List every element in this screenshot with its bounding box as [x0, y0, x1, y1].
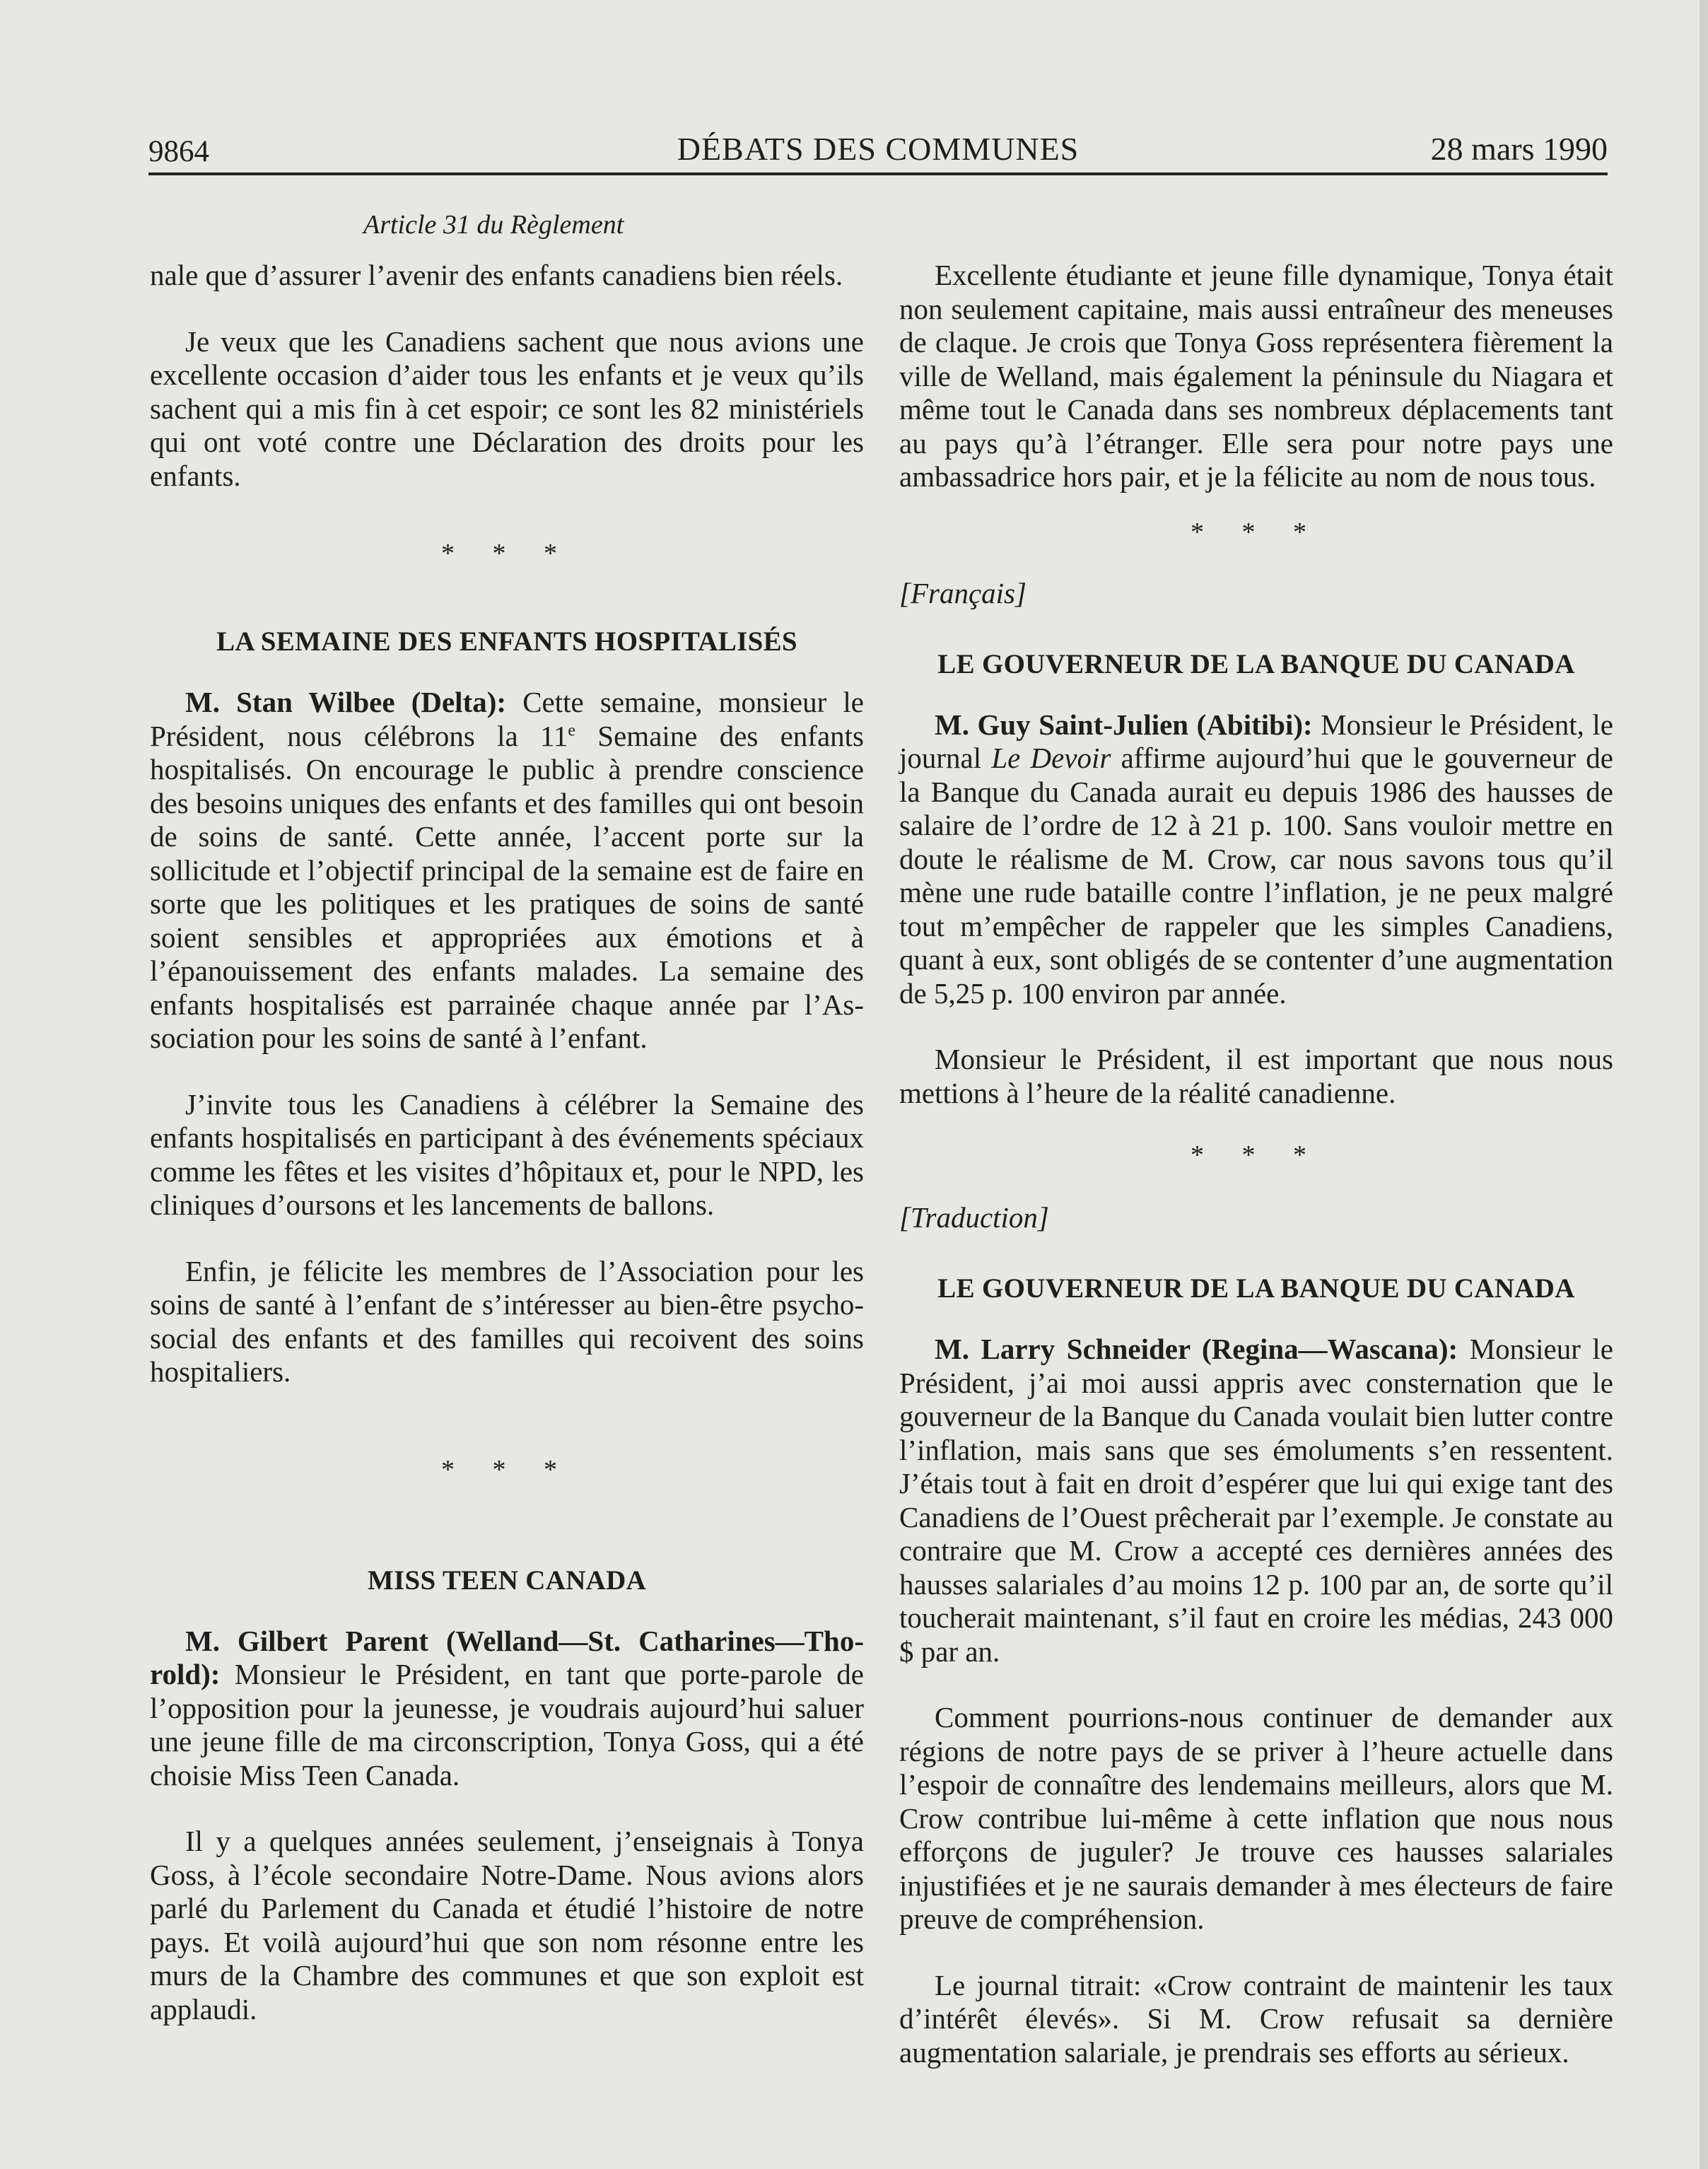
statement-text: Monsieur le Président, le journal [899, 708, 1613, 774]
paragraph: Il y a quelques années seulement, j’enseignais à Tonya Goss, à l’école secondaire Notre-Dame. Nous avions alors parlé du Parlement du Canada et étudié l’histoire de notre pays. Et voilà aujourd’hui que son nom résonne entre les murs de la Chambre des communes et que son exploit est applaudi. [150, 1825, 864, 2025]
page-edge-shadow [1700, 0, 1708, 2169]
section-heading: LA SEMAINE DES ENFANTS HOSPITALISÉS [216, 626, 797, 657]
paragraph: Excellente étudiante et jeune fille dynamique, Tonya était non seulement capitaine, mais aussi entraîneur des meneuses de claque. Je crois que Tonya Goss représentera fièrement la ville de Welland, mais également la péninsule du Niagara et même tout le Canada dans ses nombreux déplacements tant au pays qu’à l’étranger. Elle sera pour notre pays une ambassadrice hors pair, et je la félicite au nom de nous tous. [899, 259, 1613, 493]
section-separator: * * * [441, 1454, 573, 1485]
paragraph: Monsieur le Président, il est important que nous nous mettions à l’heure de la réalité canadienne. [899, 1043, 1613, 1109]
speaker-name: M. Guy Saint-Julien (Abitibi): [935, 708, 1313, 741]
sitting-date: 28 mars 1990 [1430, 131, 1608, 167]
statement-paragraph [899, 1333, 1613, 1668]
speaker-name: M. Stan Wilbee (Delta): [185, 686, 507, 718]
standing-order-rubric: Article 31 du Règlement [363, 210, 624, 240]
paragraph: J’invite tous les Canadiens à célébrer la Semaine des enfants hospitalisés en participant à des événements spéciaux comme les fêtes et les visites d’hôpitaux et, pour le NPD, les cliniques d’oursons et les lancements de ballons. [150, 1087, 864, 1221]
header-rule [148, 173, 1608, 175]
section-separator: * * * [1191, 517, 1322, 547]
running-header [148, 127, 1608, 177]
paragraph: Comment pourrions-nous continuer de demander aux régions de notre pays de se priver à l’heure actuelle dans l’espoir de connaître des lendemains meilleurs, alors que M. Crow contribue lui-même à cette inflation que nous nous efforçons de juguler? Je trouve ces hausses salariales injustifiées et je ne saurais demander à mes électeurs de faire preuve de compréhension. [899, 1701, 1613, 1935]
paragraph: Je veux que les Canadiens sachent que nous avions une excellente occasion d’aider tous les enfants et je veux qu’ils sachent qui a mis fin à cet espoir; ce sont les 82 ministériels qui ont voté contre une Déclaration des droits pour les enfants. [150, 325, 864, 492]
language-marker: [Traduction] [899, 1201, 1049, 1234]
statement-text: affirme aujourd’hui que le gouverneur de la Banque du Canada aurait eu depuis 1986 des hausses de salaire de l’ordre de 12 à 21 p. 100. Sans vouloir mettre en doute le réalisme de M. Crow, car nous savons tous qu’il mène une rude bataille contre l’inflation, je ne peux malgré tout m’empêcher de rappeler que les simples Canadiens, quant à eux, sont obligés de se contenter d’une augmentation de 5,25 p. 100 environ par année. [899, 742, 1613, 1010]
ordinal-superscript: e [568, 720, 576, 739]
statement-text: Monsieur le Président, en tant que porte-parole de l’opposition pour la jeunesse, je voudrais aujourd’hui saluer une jeune fille de ma circonscription, Tonya Goss, qui a été choisie Miss Teen Canada. [150, 1658, 864, 1791]
statement-paragraph [899, 708, 1613, 1011]
page-number: 9864 [148, 135, 209, 168]
newspaper-title: Le Devoir [991, 742, 1111, 774]
section-separator: * * * [441, 539, 573, 568]
paragraph: Enfin, je félicite les membres de l’Association pour les soins de santé à l’enfant de s’intéresser au bien-être psycho-social des enfants et des familles qui recoivent des soins hospitaliers. [150, 1254, 864, 1388]
section-heading: MISS TEEN CANADA [367, 1565, 647, 1596]
section-separator: * * * [1191, 1140, 1322, 1170]
statement-paragraph [150, 1625, 864, 1793]
left-column [150, 209, 864, 2059]
section-heading: LE GOUVERNEUR DE LA BANQUE DU CANADA [937, 1273, 1575, 1304]
publication-title: DÉBATS DES COMMUNES [677, 131, 1080, 167]
paragraph: Le journal titrait: «Crow contraint de maintenir les taux d’intérêt élevés». Si M. Crow refusait sa dernière augmentation salariale, je prendrais ses efforts au sérieux. [899, 1968, 1613, 2069]
speaker-name: M. Gilbert Parent (Welland—St. Catharines—Thorold): [150, 1624, 864, 1690]
statement-paragraph [150, 686, 864, 1056]
statement-text: Monsieur le Président, j’ai moi aussi appris avec consternation que le gouverneur de la Banque du Canada voulait bien lutter contre l’inflation, mais sans que ses émoluments s’en ressentent. J’étais tout à fait en droit d’espérer que lui qui exige tant des Canadiens de l’Ouest prêcherait par l’exemple. Je constate au contraire que M. Crow a accepté ces dernières années des hausses salariales d’au moins 12 p. 100 par an, de sorte qu’il toucherait maintenant, s’il faut en croire les médias, 243 000 $ par an. [899, 1333, 1613, 1668]
statement-text: Cette semaine, monsieur le Président, nous célébrons la 11 [150, 686, 864, 752]
right-column [899, 259, 1613, 2102]
statement-text: Semaine des enfants hospitalisés. On encourage le public à prendre conscience des besoins uniques des enfants et des familles qui ont besoin de soins de santé. Cette année, l’accent porte sur la sollicitude et l’objectif principal de la semaine est de faire en sorte que les politiques et les pratiques de soins de santé soient sensibles et appropriées aux émotions et à l’épanouissement des enfants malades. La semaine des enfants hospitalisés est parrainée chaque année par l’Association pour les soins de santé à l’enfant. [150, 719, 864, 1054]
paragraph-continued: nale que d’assurer l’avenir des enfants canadiens bien réels. [150, 259, 843, 291]
section-heading: LE GOUVERNEUR DE LA BANQUE DU CANADA [937, 648, 1575, 679]
language-marker: [Français] [899, 576, 1026, 609]
speaker-name: M. Larry Schneider (Regina—Wascana): [935, 1333, 1458, 1365]
